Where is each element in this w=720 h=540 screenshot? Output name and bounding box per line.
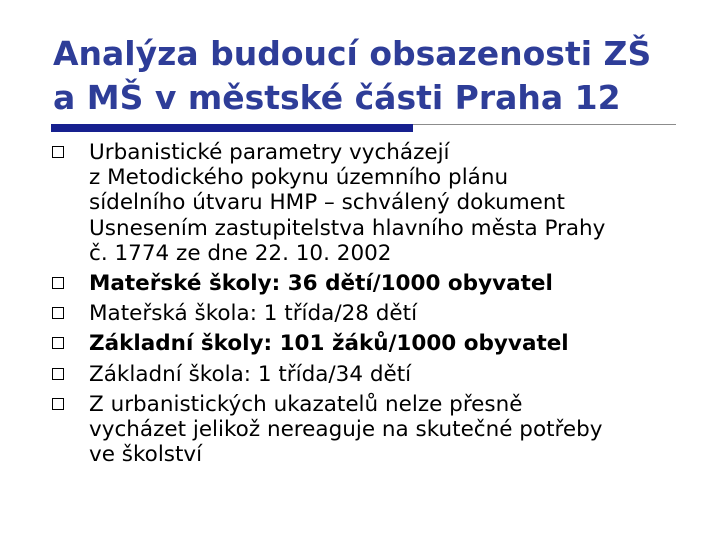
- hollow-square-bullet-icon: [52, 337, 64, 349]
- bullet-item-2: [49, 271, 689, 296]
- hollow-square-bullet-icon: [52, 146, 64, 158]
- hollow-square-bullet-icon: [52, 398, 64, 410]
- hollow-square-bullet-icon: [52, 307, 64, 319]
- bullet-1-line-2: z Metodického pokynu územního plánu: [89, 165, 509, 191]
- bullet-6-line-2: vycházet jelikož nereaguje na skutečné potřeby: [89, 417, 603, 443]
- bullet-6-line-1: Z urbanistických ukazatelů nelze přesně: [89, 391, 523, 417]
- bullet-1-line-5: č. 1774 ze dne 22. 10. 2002: [89, 240, 392, 266]
- slide-title: [53, 32, 693, 120]
- bullet-item-3: [49, 301, 689, 326]
- bullet-item-5: [49, 362, 689, 387]
- bullet-item-6: [49, 392, 689, 468]
- bullet-3-line-1: Mateřská škola: 1 třída/28 dětí: [89, 301, 418, 327]
- slide-title-line-2: a MŠ v městské části Praha 12: [53, 78, 621, 117]
- hollow-square-bullet-icon: [52, 277, 64, 289]
- bullet-5-line-1: Základní škola: 1 třída/34 dětí: [89, 361, 412, 387]
- bullet-2-line-1: Mateřské školy: 36 dětí/1000 obyvatel: [89, 271, 553, 297]
- bullet-1-line-3: sídelního útvaru HMP – schválený dokument: [89, 190, 565, 216]
- bullet-1-line-1: Urbanistické parametry vycházejí: [89, 140, 450, 165]
- slide-title-line-1: Analýza budoucí obsazenosti ZŠ: [53, 34, 652, 73]
- bullet-6-line-3: ve školství: [89, 442, 203, 468]
- bullet-1-line-4: Usnesením zastupitelstva hlavního města Prahy: [89, 215, 606, 241]
- title-underline-thick: [51, 124, 413, 132]
- hollow-square-bullet-icon: [52, 368, 64, 380]
- bullet-list: [49, 140, 689, 472]
- bullet-item-1: [49, 140, 689, 266]
- bullet-4-line-1: Základní školy: 101 žáků/1000 obyvatel: [89, 331, 569, 357]
- bullet-item-4: [49, 331, 689, 356]
